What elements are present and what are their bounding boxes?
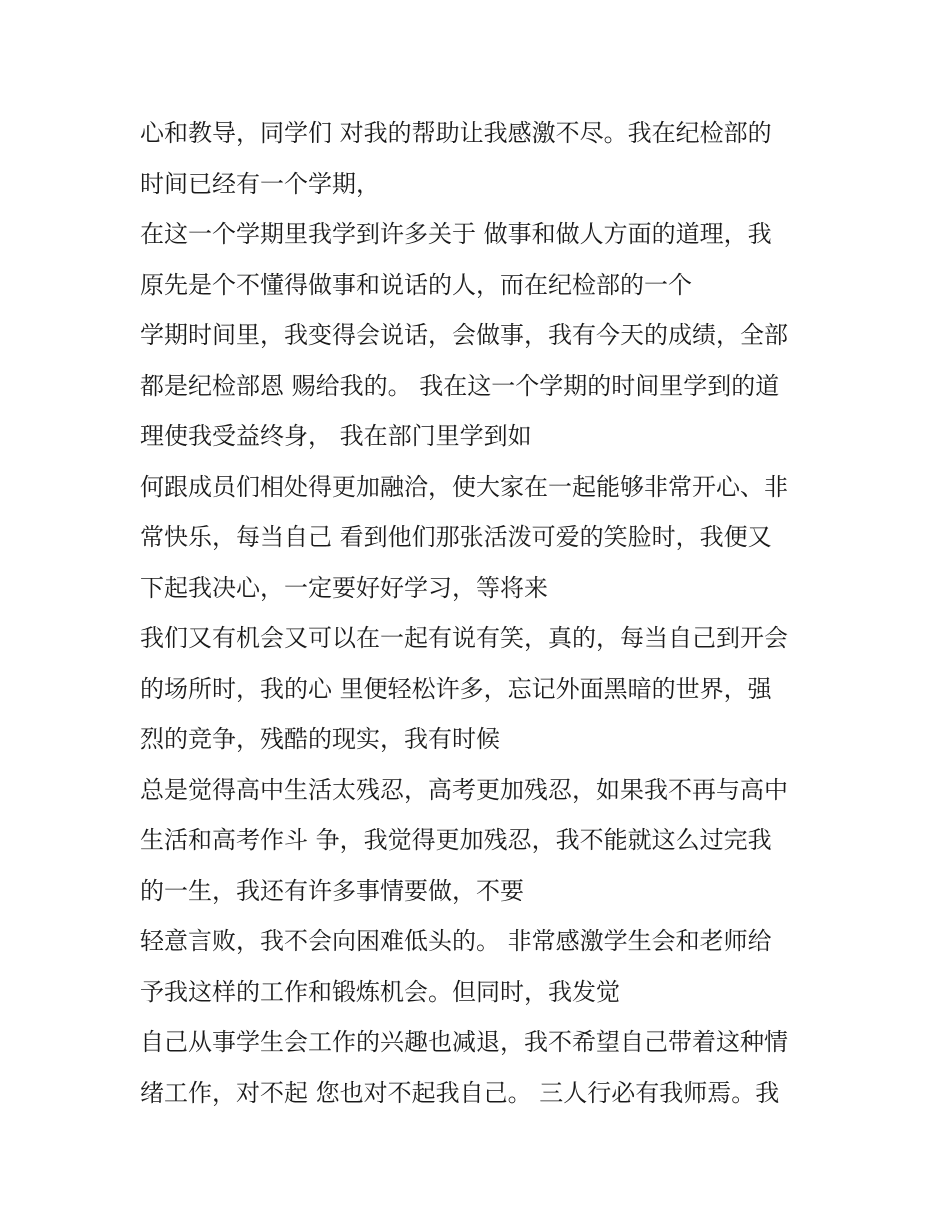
text-line: 下起我决心，一定要好好学习，等将来 [140, 573, 548, 602]
text-line: 轻意言败，我不会向困难低头的。 非常感激学生会和老师给 [140, 927, 772, 955]
text-line: 自己从事学生会工作的兴趣也减退，我不希望自己带着这种情 [140, 1028, 788, 1056]
text-line: 我们又有机会又可以在一起有说有笑，真的，每当自己到开会 [140, 624, 788, 652]
text-line: 时间已经有一个学期， [140, 169, 380, 198]
text-line: 原先是个不懂得做事和说话的人，而在纪检部的一个 [140, 270, 692, 299]
document-body [140, 108, 820, 1118]
text-line: 何跟成员们相处得更加融洽，使大家在一起能够非常开心、非 [140, 472, 788, 501]
text-line: 常快乐，每当自己 看到他们那张活泼可爱的笑脸时，我便又 [140, 523, 772, 551]
text-line: 的一生，我还有许多事情要做，不要 [140, 876, 524, 905]
text-line: 理使我受益终身， 我在部门里学到如 [140, 422, 532, 450]
text-line: 予我这样的工作和锻炼机会。但同时，我发觉 [140, 977, 620, 1006]
text-line: 烈的竞争，残酷的现实，我有时候 [140, 725, 500, 753]
text-line: 心和教导，同学们 对我的帮助让我感激不尽。我在纪检部的 [140, 119, 772, 147]
text-line: 绪工作，对不起 您也对不起我自己。 三人行必有我师焉。我 [140, 1078, 780, 1107]
text-line: 都是纪检部恩 赐给我的。 我在这一个学期的时间里学到的道 [140, 371, 780, 400]
text-line: 总是觉得高中生活太残忍，高考更加残忍，如果我不再与高中 [140, 775, 788, 804]
text-line: 的场所时，我的心 里便轻松许多，忘记外面黑暗的世界，强 [140, 674, 772, 703]
text-line: 生活和高考作斗 争，我觉得更加残忍，我不能就这么过完我 [140, 826, 772, 854]
text-line: 学期时间里，我变得会说话，会做事，我有今天的成绩，全部 [140, 321, 788, 349]
text-line: 在这一个学期里我学到许多关于 做事和做人方面的道理，我 [140, 220, 772, 248]
